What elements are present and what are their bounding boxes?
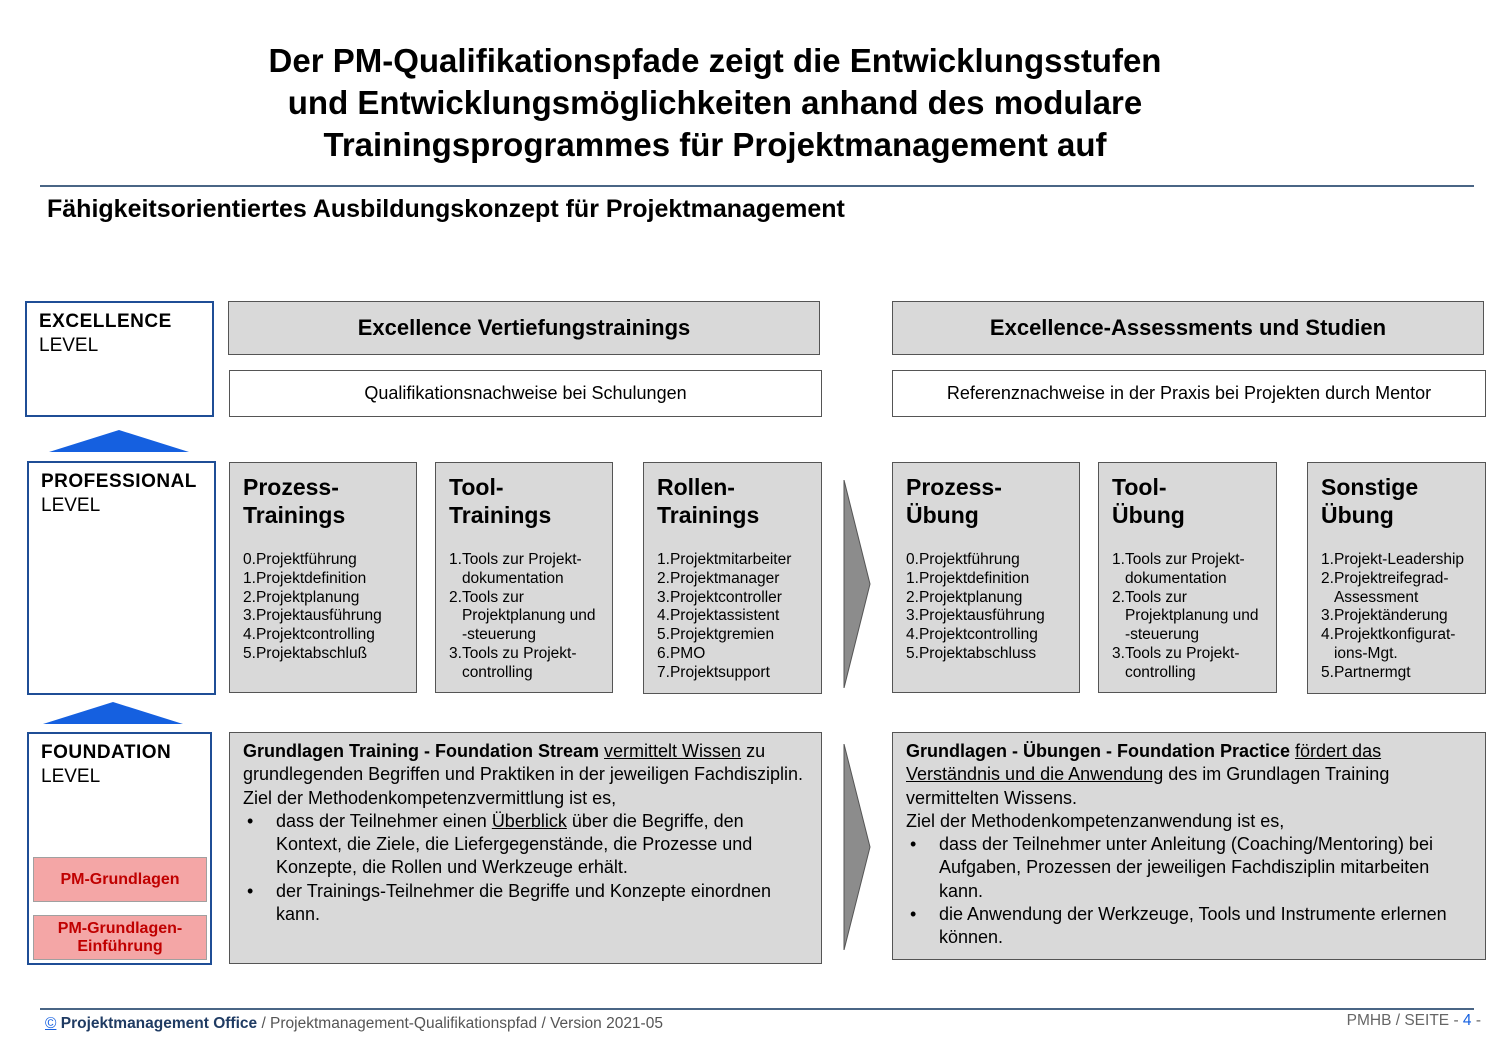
card-title-line: Trainings [657,502,760,528]
list-item: 2. Tools zur Projektplanung und -steuerung [449,588,596,644]
foundation-training-intro: Ziel der Methodenkompetenzvermittlung ist es, [243,787,617,808]
card-list [657,551,811,683]
level-foundation-name: FOUNDATION [41,742,172,763]
card-list [243,551,406,664]
level-excellence-suffix: LEVEL [39,335,99,356]
list-item: 1. Projektdefinition [906,569,1030,587]
copyright-icon: © [45,1015,57,1032]
level-professional [27,461,216,695]
footer-info: / Projektmanagement-Qualifikationspfad / Version 2021-05 [257,1015,663,1032]
card-title-line: Trainings [243,502,346,528]
foundation-practice-intro: Ziel der Methodenkompetenzanwendung ist es, [906,810,1285,831]
level-excellence-name: EXCELLENCE [39,311,172,332]
list-item: 6. PMO [657,644,706,662]
title-line-2: und Entwicklungsmöglichkeiten anhand des modulare [287,84,1143,121]
foundation-training-bullets [243,810,808,926]
list-item: 1. Projektdefinition [243,569,367,587]
card-title [243,473,406,529]
card-list [449,551,602,683]
card-title [1321,473,1475,529]
card-title [657,473,811,529]
list-item: 3. Projektausführung [243,607,382,625]
list-item: 4. Projektkonfigurat-ions-Mgt. [1321,626,1456,662]
list-item: 3. Tools zu Projekt-controlling [1112,644,1240,681]
list-item: 0. Projektführung [243,551,357,568]
card-list [1321,551,1475,683]
list-item: 5. Projektabschluss [906,644,1037,662]
list-item: 2. Tools zur Projektplanung und -steuerung [1112,588,1259,644]
list-item: 3. Projektausführung [906,607,1045,625]
title-line-1: Der PM-Qualifikationspfade zeigt die Entwicklungsstufen [268,42,1162,79]
card-title-line: Tool- [1112,474,1167,500]
card-title [449,473,602,529]
list-item: 4. Projektcontrolling [906,626,1038,644]
card-title-line: Sonstige [1321,474,1419,500]
excellence-training-sub: Qualifikationsnachweise bei Schulungen [229,370,822,417]
card-list [906,551,1069,664]
card-title-line: Prozess- [243,474,339,500]
card-prozess-uebung [892,462,1080,693]
list-item: • dass der Teilnehmer einen Überblick über die Begriffe, den Kontext, die Ziele, die Liefergegenstände, die Prozesse und Konzepte, die Rollen und Werkzeuge erhält. [247,810,753,878]
foundation-training-box [229,732,822,964]
list-item: 2. Projektmanager [657,569,780,587]
footer [45,1015,663,1033]
list-item: 4. Projektassistent [657,607,780,625]
title-line-3: Trainingsprogrammes für Projektmanagement auf [323,126,1107,163]
foundation-practice-box [892,732,1486,960]
page-number: PMHB / SEITE - 4 - [1346,1012,1481,1029]
card-tool-uebung [1098,462,1277,693]
chevron-right-icon [843,480,871,688]
arrow-up-icon [43,702,183,724]
list-item: • der Trainings-Teilnehmer die Begriffe und Konzepte einordnen kann. [247,880,771,925]
foundation-training-lead: Grundlagen Training - Foundation Stream vermittelt Wissen zu grundlegenden Begriffen und Praktiken in der jeweiligen Fachdisziplin. [243,741,804,785]
list-item: 5. Partnermgt [1321,663,1411,681]
card-title-line: Tool- [449,474,504,500]
list-item: 0. Projektführung [906,551,1020,568]
list-item: • dass der Teilnehmer unter Anleitung (Coaching/Mentoring) bei Aufgaben, Prozessen der jeweiligen Fachdisziplin mitarbeiten kann. [910,834,1433,901]
card-sonstige-uebung [1307,462,1486,694]
title-divider [40,185,1474,187]
card-title [906,473,1069,529]
pm-einfuehrung-box: PM-Grundlagen-Einführung [33,915,207,960]
card-title-line: Übung [1112,502,1185,528]
list-item: 5. Projektgremien [657,626,775,644]
page-subtitle: Fähigkeitsorientiertes Ausbildungskonzept für Projektmanagement [47,195,845,223]
list-item: 7. Projektsupport [657,663,770,681]
list-item: 2. Projektreifegrad-Assessment [1321,569,1449,606]
excellence-assessment-header: Excellence-Assessments und Studien [892,301,1484,355]
page-title [120,40,1310,166]
excellence-training-header: Excellence Vertiefungstrainings [228,301,820,355]
list-item: 2. Projektplanung [906,588,1023,606]
card-title-line: Übung [906,502,979,528]
pm-grundlagen-box: PM-Grundlagen [33,857,207,902]
list-item: 1. Tools zur Projekt-dokumentation [1112,551,1245,587]
list-item: 3. Projektänderung [1321,607,1448,625]
card-title [1112,473,1266,529]
list-item: 5. Projektabschluß [243,644,368,662]
excellence-assessment-sub: Referenznachweise in der Praxis bei Projekten durch Mentor [892,370,1486,417]
card-list [1112,551,1266,683]
list-item: 1. Projektmitarbeiter [657,551,792,568]
level-excellence [25,301,214,417]
card-tool-trainings [435,462,613,693]
level-professional-suffix: LEVEL [41,495,101,516]
level-professional-name: PROFESSIONAL [41,471,197,492]
arrow-up-icon [49,430,189,452]
card-title-line: Übung [1321,502,1394,528]
card-rollen-trainings [643,462,822,694]
foundation-practice-lead: Grundlagen - Übungen - Foundation Practice fördert das Verständnis und die Anwendung des im Grundlagen Training vermittelten Wissens. [906,741,1390,808]
foundation-practice-bullets [906,833,1472,949]
list-item: 4. Projektcontrolling [243,626,375,644]
footer-divider [40,1008,1474,1010]
list-item: 1. Projekt-Leadership [1321,551,1465,568]
list-item: 3. Projektcontroller [657,588,782,606]
footer-brand: Projektmanagement Office [60,1015,258,1032]
card-title-line: Rollen- [657,474,735,500]
card-title-line: Trainings [449,502,552,528]
list-item: 1. Tools zur Projekt-dokumentation [449,551,582,587]
list-item: 3. Tools zu Projekt-controlling [449,644,577,681]
level-foundation-suffix: LEVEL [41,766,101,787]
chevron-right-icon [843,744,871,950]
list-item: 2. Projektplanung [243,588,360,606]
card-title-line: Prozess- [906,474,1002,500]
card-prozess-trainings [229,462,417,693]
list-item: • die Anwendung der Werkzeuge, Tools und Instrumente erlernen können. [910,904,1447,948]
